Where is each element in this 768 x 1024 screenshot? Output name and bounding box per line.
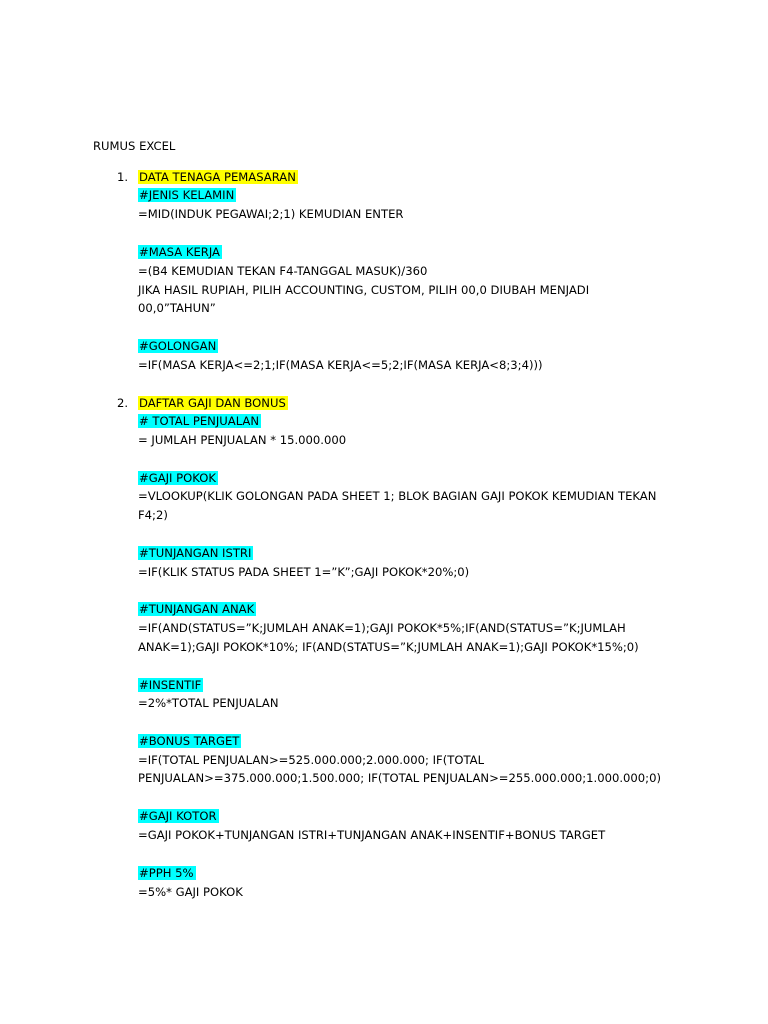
formula-line: =5%* GAJI POKOK <box>138 885 243 899</box>
formula-line: =MID(INDUK PEGAWAI;2;1) KEMUDIAN ENTER <box>138 207 404 221</box>
subheading <box>138 677 203 693</box>
subheading <box>138 470 218 486</box>
formula-line: ANAK=1);GAJI POKOK*10%; IF(AND(STATUS=”K;JUMLAH ANAK=1);GAJI POKOK*15%;0) <box>138 640 639 654</box>
subheading-text: #PPH 5% <box>139 866 194 880</box>
formula-line: JIKA HASIL RUPIAH, PILIH ACCOUNTING, CUSTOM, PILIH 00,0 DIUBAH MENJADI <box>138 283 590 297</box>
subheading-text: #JENIS KELAMIN <box>139 188 235 202</box>
formula-line: =GAJI POKOK+TUNJANGAN ISTRI+TUNJANGAN ANAK+INSENTIF+BONUS TARGET <box>138 828 606 842</box>
formula-line: 00,0”TAHUN” <box>138 301 216 315</box>
section-title-text: DATA TENAGA PEMASARAN <box>139 170 296 184</box>
document-title: RUMUS EXCEL <box>93 139 176 153</box>
section-title <box>138 169 298 185</box>
subheading <box>138 338 218 354</box>
formula-line: =(B4 KEMUDIAN TEKAN F4-TANGGAL MASUK)/360 <box>138 264 428 278</box>
subheading-text: #BONUS TARGET <box>139 734 240 748</box>
subheading <box>138 601 256 617</box>
formula-line: =IF(AND(STATUS=”K;JUMLAH ANAK=1);GAJI POKOK*5%;IF(AND(STATUS=”K;JUMLAH <box>138 621 626 635</box>
subheading <box>138 865 196 881</box>
subheading-text: #GAJI KOTOR <box>139 809 217 823</box>
subheading <box>138 545 253 561</box>
formula-line: F4;2) <box>138 508 168 522</box>
formula-line: =IF(MASA KERJA<=2;1;IF(MASA KERJA<=5;2;IF(MASA KERJA<8;3;4))) <box>138 358 543 372</box>
formula-line: = JUMLAH PENJUALAN * 15.000.000 <box>138 433 347 447</box>
formula-line: =VLOOKUP(KLIK GOLONGAN PADA SHEET 1; BLOK BAGIAN GAJI POKOK KEMUDIAN TEKAN <box>138 489 657 503</box>
subheading <box>138 187 236 203</box>
section-number: 1. <box>117 170 129 184</box>
subheading <box>138 413 261 429</box>
subheading-text: #GAJI POKOK <box>139 471 216 485</box>
subheading-text: # TOTAL PENJUALAN <box>139 414 260 428</box>
section-number: 2. <box>117 396 129 410</box>
formula-line: PENJUALAN>=375.000.000;1.500.000; IF(TOTAL PENJUALAN>=255.000.000;1.000.000;0) <box>138 771 661 785</box>
subheading-text: #TUNJANGAN ANAK <box>139 602 255 616</box>
subheading-text: #MASA KERJA <box>139 245 220 259</box>
subheading <box>138 733 241 749</box>
formula-line: =2%*TOTAL PENJUALAN <box>138 696 279 710</box>
formula-line: =IF(TOTAL PENJUALAN>=525.000.000;2.000.000; IF(TOTAL <box>138 753 485 767</box>
section-title-text: DAFTAR GAJI DAN BONUS <box>139 396 286 410</box>
subheading <box>138 244 222 260</box>
subheading-text: #TUNJANGAN ISTRI <box>139 546 252 560</box>
subheading-text: #GOLONGAN <box>139 339 217 353</box>
formula-line: =IF(KLIK STATUS PADA SHEET 1=”K”;GAJI POKOK*20%;0) <box>138 565 470 579</box>
section-title <box>138 395 288 411</box>
subheading <box>138 808 219 824</box>
subheading-text: #INSENTIF <box>139 678 202 692</box>
